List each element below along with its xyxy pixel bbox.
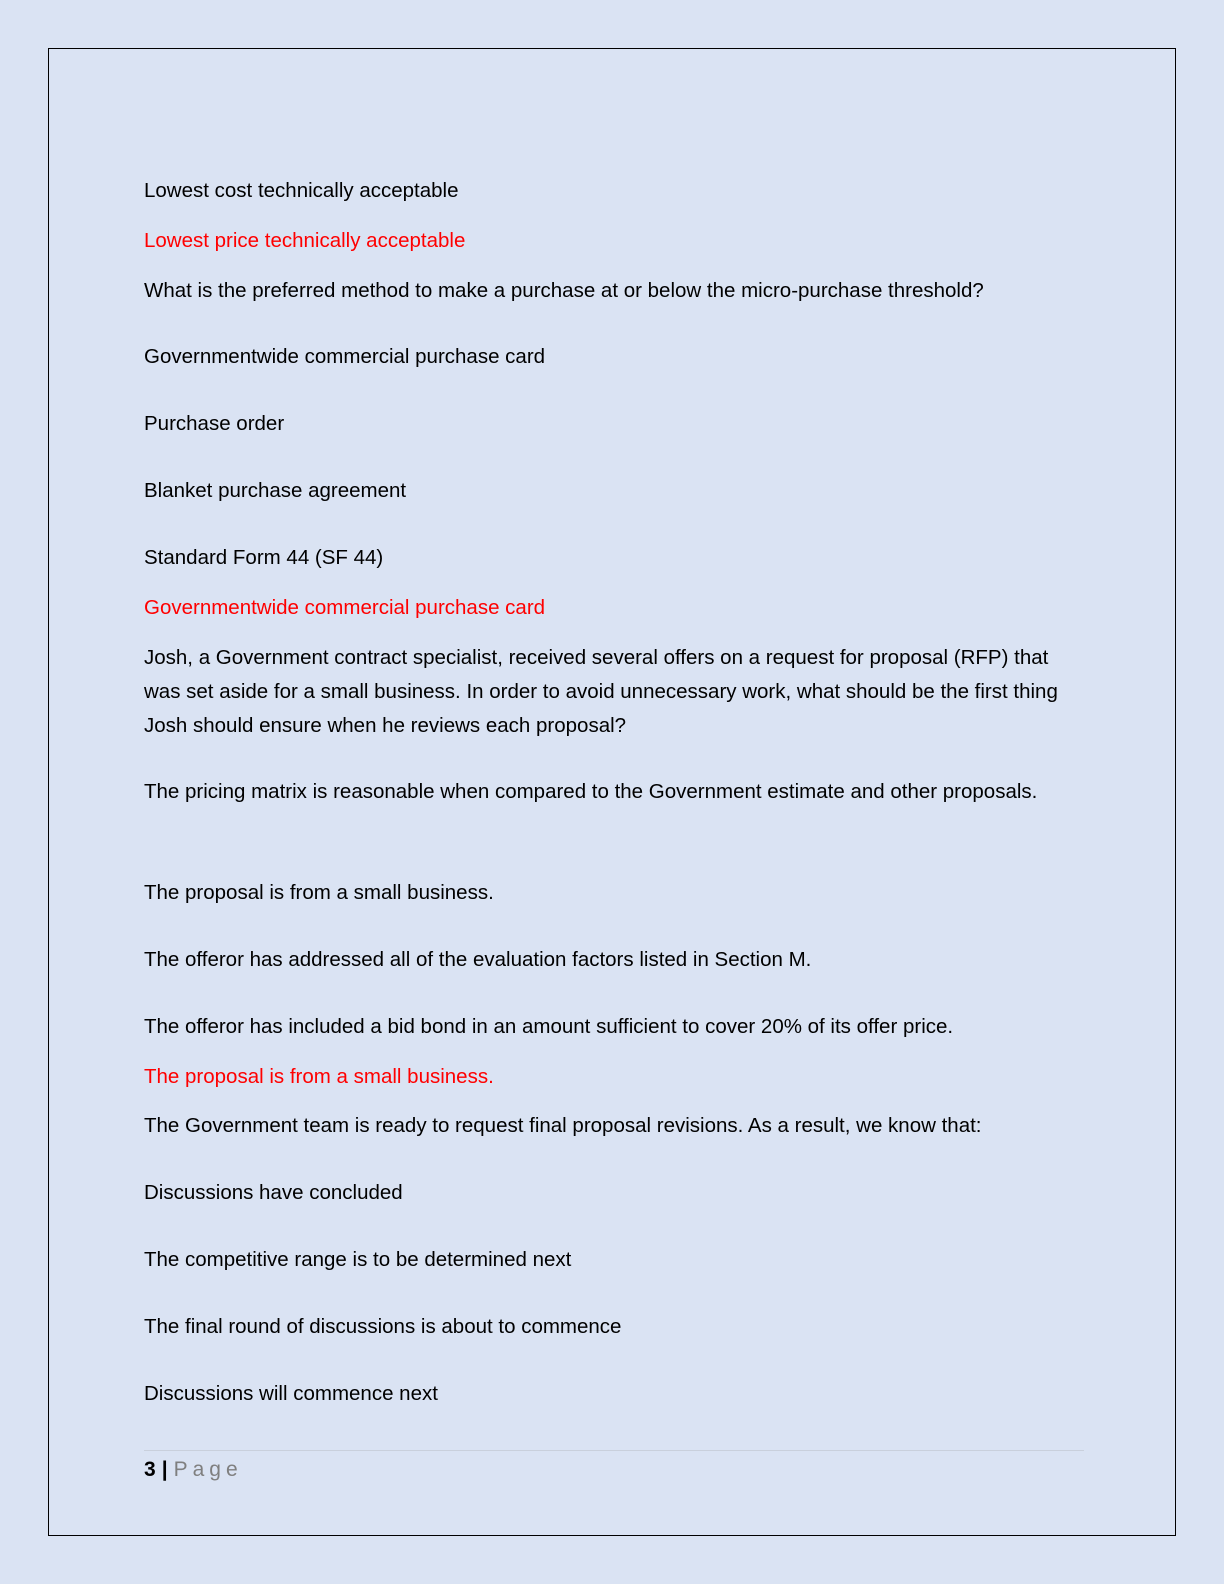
question-text: Josh, a Government contract specialist, received several offers on a request for proposal (RFP) that was set aside for a small business. In order to avoid unnecessary work, what should be the first thing Josh should ensure when he reviews each proposal?: [144, 646, 1058, 737]
answer-text: Lowest price technically acceptable: [144, 229, 466, 252]
option-text: Standard Form 44 (SF 44): [144, 546, 384, 569]
option-text: The offeror has included a bid bond in an amount sufficient to cover 20% of its offer price.: [144, 1015, 954, 1038]
option-text: Blanket purchase agreement: [144, 479, 407, 502]
option-text: Discussions will commence next: [144, 1382, 438, 1405]
page-number: 3: [144, 1458, 156, 1481]
answer-text: Governmentwide commercial purchase card: [144, 596, 546, 619]
option-text: Discussions have concluded: [144, 1181, 403, 1204]
option-text: The proposal is from a small business.: [144, 881, 494, 904]
option-text: The final round of discussions is about to commence: [144, 1315, 622, 1338]
page-footer: [144, 1455, 243, 1485]
answer-text: The proposal is from a small business.: [144, 1065, 494, 1088]
option-text: The pricing matrix is reasonable when compared to the Government estimate and other proposals.: [144, 780, 1038, 803]
footer-separator: |: [161, 1458, 168, 1481]
option-text: Governmentwide commercial purchase card: [144, 345, 546, 368]
option-text: Lowest cost technically acceptable: [144, 179, 459, 202]
option-text: Purchase order: [144, 412, 285, 435]
page-label: Page: [173, 1458, 243, 1481]
footer-divider: [144, 1450, 1084, 1451]
question-text: The Government team is ready to request final proposal revisions. As a result, we know that:: [144, 1114, 982, 1137]
option-text: The offeror has addressed all of the evaluation factors listed in Section M.: [144, 948, 812, 971]
question-text: What is the preferred method to make a purchase at or below the micro-purchase threshold?: [144, 279, 984, 302]
option-text: The competitive range is to be determined next: [144, 1248, 572, 1271]
